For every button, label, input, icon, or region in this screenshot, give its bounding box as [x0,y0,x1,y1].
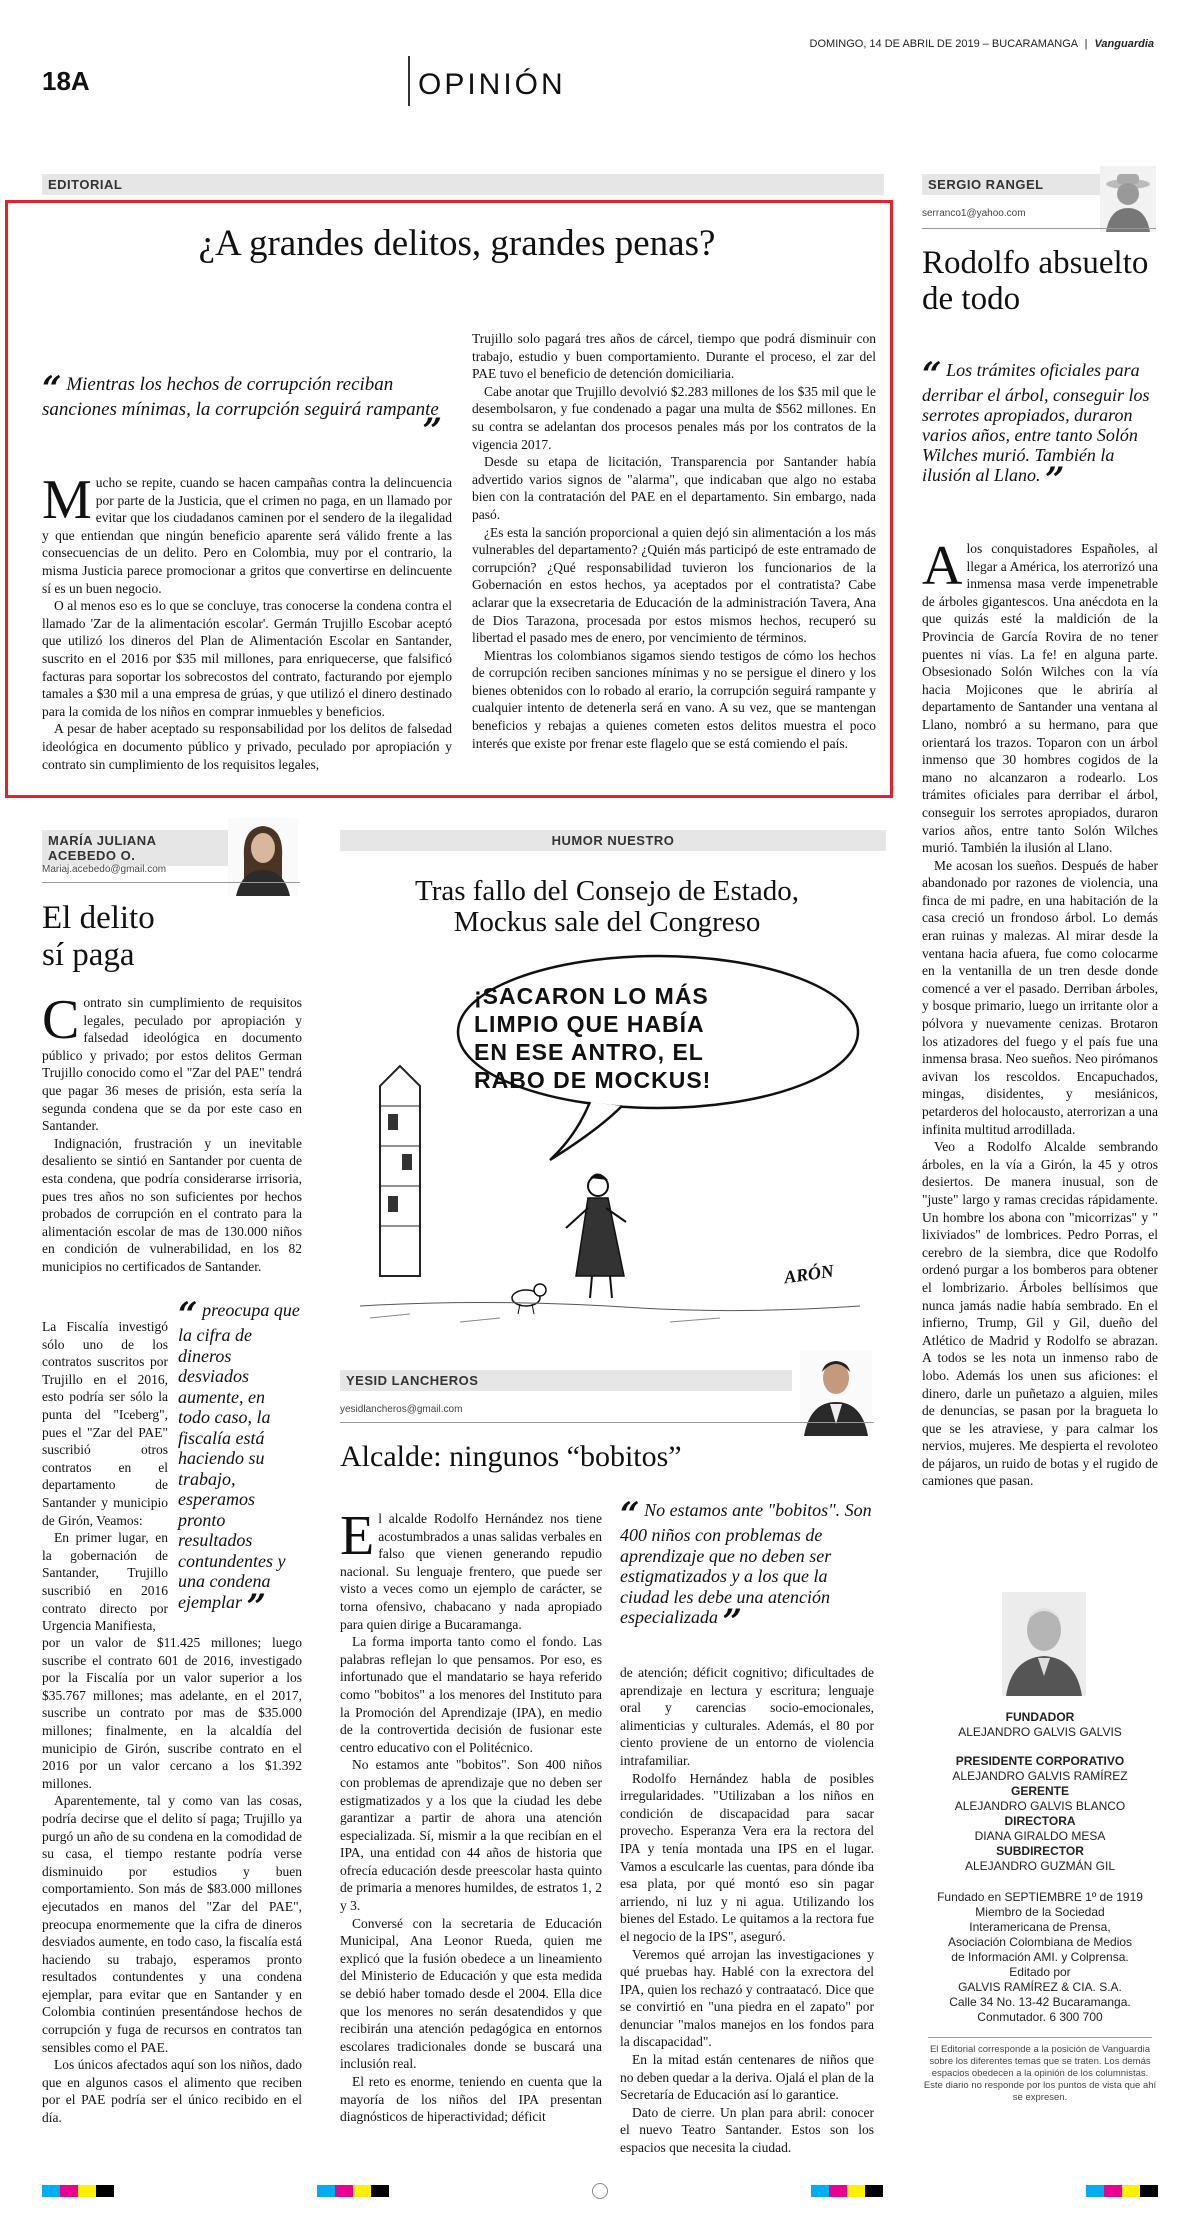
headline-line: El delito [42,900,155,936]
founder-portrait-icon [1002,1592,1086,1696]
founder-label: FUNDADOR [1005,1710,1075,1724]
director-label: DIRECTORA [1004,1814,1076,1828]
masthead [922,1710,1158,2104]
brand-name: Vanguardia [1094,38,1154,50]
president-label: PRESIDENTE CORPORATIVO [955,1754,1125,1768]
rangel-photo [1100,166,1156,232]
paragraph: Mientras los colombianos sigamos siendo testigos de cómo los hechos de corrupción reciben sanciones mínimas y no se persigue el dinero y los bienes obtenidos con lo robado al erario, la corrupción seguirá rampante y cualquier intento de detenerla será en vano. A su vez, que se mantengan beneficios y rebajas a quienes cometen estos delitos muestra el poco interés que existe por frenar este flagelo que se está comiendo el país. [472,647,876,751]
color-strip-center-left [317,2184,389,2196]
cartoon-title [340,876,874,938]
print-color-bar [42,2184,1158,2196]
lancheros-col2 [620,1664,874,2157]
close-quote-icon: ” [1045,460,1065,500]
author-portrait-icon [1100,166,1156,232]
founder-portrait [1002,1592,1086,1696]
masthead-info: Fundado en SEPTIEMBRE 1º de 1919 [937,1890,1143,1904]
paragraph: Cabe anotar que Trujillo devolvió $2.283 millones de los $35 mil que le desembolsaron, y fue condenado a pagar una multa de $562 millones. En su contra se adelantan dos procesos penales más por los contratos de la vigencia 2017. [472,383,876,452]
acebedo-body-narrow [42,1318,168,1635]
masthead-info: Conmutador. 6 300 700 [977,2010,1103,2024]
paragraph: La Fiscalía investigó sólo uno de los contratos suscritos por Trujillo en el 2016, esto podría ser sólo la punta del "Iceberg", pues el "Zar del PAE" suscribió otros contratos en el departamento de Santander y municipio de Girón, Veamos: [42,1319,168,1528]
acebedo-body-bottom [42,1634,302,2127]
editorial-headline: ¿A grandes delitos, grandes penas? [198,223,716,264]
paragraph: Indignación, frustración y un inevitable desaliento se sintió en Santander por cuenta de esta condena, que podría considerarse irrisoria, pues tres años no son suficientes por hechos probados de corrupción en el contrato para la alimentación escolar de mas de 130.000 niños en condición de vulnerabilidad, en los 82 municipios no certificados de Santander. [42,1135,302,1274]
open-quote-icon: “ [620,1495,640,1535]
paragraph: Contrato sin cumplimiento de requisitos legales, peculado por apropiación y falsedad ideológica en documento público y privado; por estos delitos German Trujillo conocido como el "Zar del PAE" tendrá que pagar 36 meses de prisión, esta sería la segunda condena que se da por este caso en Santander. [42,989,302,1134]
cartoon [340,946,874,1336]
masthead-info: GALVIS RAMÍREZ & CIA. S.A. [958,1980,1122,1994]
acebedo-author: MARÍA JULIANA ACEBEDO O. [42,830,234,866]
section-title: OPINIÓN [418,68,566,101]
cartoon-title-line: Tras fallo del Consejo de Estado, [415,875,799,907]
paragraph: Conversé con la secretaria de Educación Municipal, Ana Leonor Rueda, quien me explicó que la fusión obedece a un lineamiento del Ministerio de Educación y que esta medida se debió haber tomado desde el 2004. Ella dice que los menores no serán desatendidos y que recibirán una atención pedagógica en entornos escolares tradicionales donde se buscará una inclusión real. [340,1915,602,2072]
page-number: 18A [42,66,90,96]
divider [922,228,1156,229]
acebedo-pullquote [178,1295,300,1627]
lancheros-col1 [340,1505,602,2126]
registration-mark-icon [592,2183,608,2199]
close-quote-icon: ” [422,411,442,451]
rangel-pullquote [922,355,1158,500]
paragraph: de atención; déficit cognitivo; dificultades de aprendizaje en lectura y escritura; lenguaje oral y carencias socio-emocionales, alimenticias y culturales. Además, el 80 por ciento proviene de un entorno de violencia intrafamiliar. [620,1665,874,1768]
paragraph: En la mitad están centenares de niños que no deben quedar a la deriva. Ojalá el plan de la Secretaría de Educación así lo garantice. [620,2052,874,2103]
lancheros-email: yesidlancheros@gmail.com [340,1404,463,1415]
author-portrait-icon [228,818,298,896]
paragraph: Rodolfo Hernández habla de posibles irregularidades. "Utilizaban a los niños en condición de discapacidad para sacar provecho. Esperanza Vera era la rectora del IPA y tenía montada una IPS en el lugar. Vamos a esculcarle las cuentas, para dónde iba esa plata, por qué montó eso sin pagar arriendo, ni luz y ni agua. Utilizando los bienes del Estado. Le quitamos a la rectora fue el negocio de la IPS", aseguró. [620,1770,874,1944]
founder-name: ALEJANDRO GALVIS GALVIS [958,1725,1122,1739]
author-portrait-icon [800,1350,872,1436]
paragraph: Me acosan los sueños. Después de haber abandonado por razones de violencia, una finca de mi padre, en una habitación de la casa creció un frondoso árbol. Lo demás eran ruinas y malezas. Al mirar desde la ventana hacia afuera, fue como colocarme en la ventanilla de un tren desde donde comencé a ver el pasado. Derriban árboles, y bosque primario, luego un irritante olor a pólvora y nuevamente cenizas. Brotaron los atizadores del fuego y el país fue una inmensa brasa. Neo sueños. Neo pirómanos avivan los rescoldos. Encapuchados, mingas, disidentes, y mesiánicos, petarderos del holocausto, aterrorizan a una infinita multitud arrodillada. [922,857,1158,1137]
acebedo-email: Mariaj.acebedo@gmail.com [42,864,167,875]
cartoon-title-line: Mockus sale del Congreso [453,906,761,938]
masthead-info: Calle 34 No. 13-42 Bucaramanga. [949,1995,1131,2009]
lancheros-headline: Alcalde: ningunos “bobitos” [340,1440,682,1473]
date-line: DOMINGO, 14 DE ABRIL DE 2019 – BUCARAMANGA | Vanguardia [809,38,1154,50]
bubble-line: EN ESE ANTRO, EL [474,1039,704,1065]
divider [42,882,300,883]
masthead-info: Editado por [1009,1965,1071,1979]
masthead-note: El Editorial corresponde a la posición de Vanguardia sobre los diferentes temas que se traten. Los demás espacios obedecen a la opinión de los columnistas. Este diario no responde por los puntos de vista que ahí se expresen. [923,2044,1157,2103]
editorial-col2 [472,330,876,752]
date-text: DOMINGO, 14 DE ABRIL DE 2019 – BUCARAMANGA [809,38,1078,50]
masthead-info: Miembro de la Sociedad [975,1905,1105,1919]
subdirector-name: ALEJANDRO GUZMÁN GIL [964,1859,1116,1873]
humor-tag: HUMOR NUESTRO [340,830,886,851]
bubble-line: ¡SACARON LO MÁS [474,983,709,1009]
paragraph: ¿Es esta la sanción proporcional a quien dejó sin alimentación a los más vulnerables del departamento? ¿Quién más participó de este entramado de corrupción? ¿Qué responsabilidad tuvieron los funcionarios de la Gobernación en estos hechos, ya aceptados por el contratista? Cabe aclarar que la exsecretaria de Educación de la administración Tavera, Ana de Dios Tarazona, procesada por estos mismos hechos, recuperó su libertad el pasado mes de enero, por vencimiento de términos. [472,524,876,646]
paragraph: Los únicos afectados aquí son los niños, dado que en algunos casos el alimento que reciben por el PAE podría ser el único recibido en el día. [42,2057,302,2126]
paragraph: A pesar de haber aceptado su responsabilidad por los delitos de falsedad ideológica en documento público y privado, peculado por apropiación y contrato sin cumplimiento de los requisitos legales, [42,721,452,772]
acebedo-pullquote-text: preocupa que la cifra de dineros desviados aumente, en todo caso, la fiscalía está haciendo su trabajo, esperamos pronto resultados contundentes y una condena ejemplar [178,1300,300,1612]
color-strip-left [42,2184,114,2196]
paragraph: En primer lugar, en la gobernación de Santander, Trujillo suscribió en 2016 contrato directo por Urgencia Manifiesta, [42,1530,168,1634]
editorial-tag: EDITORIAL [42,174,884,195]
acebedo-body-top [42,989,302,1276]
cartoon-signature: ARÓN [782,1260,836,1288]
paragraph: Dato de cierre. Un plan para abril: conocer el nuevo Teatro Santander. Estos son los espacios que necesita la ciudad. [620,2104,874,2156]
color-strip-center-right [811,2184,883,2196]
paragraph: El reto es enorme, teniendo en cuenta que la mayoría de los niños del IPA presentan diagnósticos de hiperactividad; déficit [340,2074,602,2125]
open-quote-icon: “ [922,355,942,395]
rangel-pullquote-text: Los trámites oficiales para derribar el árbol, conseguir los serrotes apropiados, duraron varios años, entre tanto Solón Wilches murió. También la ilusión al Llano. [922,360,1150,485]
bubble-line: LIMPIO QUE HABÍA [474,1011,705,1037]
acebedo-photo [228,818,298,896]
paragraph: Veremos qué arrojan las investigaciones y qué pruebas hay. Hablé con la exrectora del IPA, quien los rechazó y contraatacó. Dice que se convirtió en "una piedra en el zapato" por denunciar "malos manejos en los fondos para la discapacidad". [620,1946,874,2050]
president-name: ALEJANDRO GALVIS RAMÍREZ [952,1769,1128,1783]
divider [340,1422,874,1423]
subdirector-label: SUBDIRECTOR [996,1844,1084,1858]
paragraph: por un valor de $11.425 millones; luego suscribe el contrato 601 de 2016, investigado por la Fiscalía por un valor superior a los $35.767 millones; mas adelante, en el 2017, suscribe un contrato por mas de $35.000 millones; finalmente, en la alcaldía del municipio de Girón, suscribe contrato en el 2016 por un valor cercano a los $1.392 millones. [42,1635,302,1791]
editorial-col1 [42,469,452,773]
masthead-info: Interamericana de Prensa, [969,1920,1111,1934]
rangel-email: serranco1@yahoo.com [922,208,1026,219]
open-quote-icon: “ [42,369,62,409]
manager-name: ALEJANDRO GALVIS BLANCO [954,1799,1126,1813]
paragraph: No estamos ante "bobitos". Son 400 niños con problemas de aprendizaje que no deben ser estigmatizados y a los que la ciudad les debe garantizar a partir de ahora una atención especializada. Sí, mismir a la que recibían en el IPA, una entidad con 44 años de historia que ofrecía educación desde preescolar hasta quinto de primaria a menores humildes, de estratos 1, 2 y 3. [340,1757,602,1914]
bubble-line: RABO DE MOCKUS! [474,1067,712,1093]
paragraph: Veo a Rodolfo Alcalde sembrando árboles, en la vía a Girón, la 45 y otros desiertos. De manera inusual, son de "juste" largo y ramas crecidas rápidamente. Un hombre los abona con "micorrizas" y " lixiviados" de lombrices. Pedro Porras, el cerebro de la siembra, dice que Rodolfo ordenó purgar a los bomberos para obtener el lombrizario. Árboles bellísimos que nunca jamás nadie había sembrado. En el infierno, Trump, Gil y Gil, dueño del Atlético de Madrid y Rodolfo se abrazan. A todos se les nota un inmenso rabo de lobo. Además los unen sus aficiones: el dinero, darle un puñetazo a alguien, miles de denuncias, se pasan por la bragueta lo que se les atraviese, y para calmar los nervios, mujeres. Me despierta el revoloteo de pájaros, un ruido de botas y el rugido de camiones que pasan. [922,1139,1158,1489]
paragraph: O al menos eso es lo que se concluye, tras conocerse la condena contra el llamado 'Zar de la alimentación escolar'. Germán Trujillo Escobar aceptó que utilizó los dineros del Plan de Alimentación Escolar en Santander, suscrito en el 2016 por $35 mil millones, para enriquecerse, que falsificó facturas para soportar los sobrecostos del contrato, facturando por ejemplo tamales a $30 mil a una empresa de grúas, y que utilizó el dinero destinado para la comida de los niños en comprar inmuebles y beneficios. [42,598,452,719]
director-name: DIANA GIRALDO MESA [974,1829,1106,1843]
paragraph: El alcalde Rodolfo Hernández nos tiene acostumbrados a unas salidas verbales en falso que vienen generando repudio nacional. Su lenguaje frentero, que puede ser visto a veces como un ejemplo de carácter, se torna ofensivo, chabacano y nada apropiado para quien dirige a Bucaramanga. [340,1505,602,1632]
paragraph: Desde su etapa de licitación, Transparencia por Santander había advertido varios signos de "alarma", que indicaban que algo no estaba bien con la contratación del PAE en el departamento. Sin embargo, nada pasó. [472,454,876,522]
lancheros-photo [800,1350,872,1436]
lancheros-pullquote-text: No estamos ante "bobitos". Son 400 niños con problemas de aprendizaje que no deben ser estigmatizados y a los que la ciudad les debe una atención especializada [620,1500,872,1627]
paragraph: Aparentemente, tal y como van las cosas, podría decirse que el delito sí paga; Trujillo ya purgó un año de su condena en la comodidad de su casa, el tiempo restante podría verse disminuido por estudios y buen comportamiento. Son más de $83.000 millones ejecutados en manos del "Zar del PAE", preocupa enormemente que la cifra de dineros desviados aumente, en todo caso, la fiscalía está haciendo su trabajo, esperamos pronto resultados contundentes y una condena ejemplar, para evitar que en Santander y en Colombia continúen presentándose hechos de corrupción y fuga de recursos en contratos tan sensibles como el PAE. [42,1793,302,2055]
paragraph: La forma importa tanto como el fondo. Las palabras reflejan lo que pensamos. Por eso, es infortunado que el mandatario se haya referido como "bobitos" a los menores del Instituto para la Promoción del Aprendizaje (IPA), en medio de la controvertida decisión de fusionar este centro educativo con el Politécnico. [340,1634,602,1755]
open-quote-icon: “ [178,1295,198,1335]
rangel-body [922,535,1158,1490]
color-strip-right [1086,2184,1158,2196]
paragraph: Mucho se repite, cuando se hacen campañas contra la delincuencia por parte de la Justicia, que el crimen no paga, en un llamado por evitar que los ciudadanos caminen por el sendero de la ilegalidad y que entiendan que ningún beneficio aparente será válido frente a las consecuencias de un delito. Pero en Colombia, muy por el contrario, la misma Justicia parece promocionar a gritos que convertirse en delincuente sí es un buen negocio. [42,469,452,596]
rangel-headline: Rodolfo absuelto de todo [922,245,1149,317]
lancheros-pullquote [620,1495,874,1642]
header-divider [408,56,410,106]
masthead-info: Asociación Colombiana de Medios [947,1935,1133,1949]
manager-label: GERENTE [1010,1784,1069,1798]
headline-line: sí paga [42,937,135,973]
editorial-pullquote-text: Mientras los hechos de corrupción reciban sanciones mínimas, la corrupción seguirá rampante [42,374,439,420]
lancheros-author: YESID LANCHEROS [340,1370,792,1391]
rangel-author: SERGIO RANGEL [922,174,1104,195]
paragraph: Trujillo solo pagará tres años de cárcel, tiempo que podrá disminuir con trabajo, estudio y buen comportamiento. Durante el proceso, el zar del PAE tuvo el beneficio de detención domiciliaria. [472,331,876,382]
close-quote-icon: ” [246,1586,267,1627]
masthead-info: de Información AMI. y Colprensa. [951,1950,1129,1964]
speech-bubble-text [474,982,842,1094]
close-quote-icon: ” [722,1602,743,1642]
paragraph: Alos conquistadores Españoles, al llegar a América, los aterrorizó una inmensa masa verde impenetrable de árboles gigantescos. Una anécdota en la que quizás esté la maldición de la Provincia de García Rovira de no tener puentes ni vías. La fe! en alguna parte. Obsesionado Solón Wilches con la vía hacia Mojicones que le abriría al departamento de Santander una ventana al Llano, nombró a su hermano, para que orientará los trazos. Toparon con un árbol inmenso que 30 hombres cogidos de la mano no alcanzaron a rodearlo. Los trámites oficiales para derribar el árbol, conseguir los serrotes apropiados, duraron varios años, entre tanto Solón Wilches murió. También la ilusión al Llano. [922,535,1158,856]
acebedo-headline [42,900,302,974]
editorial-pullquote [42,369,442,451]
